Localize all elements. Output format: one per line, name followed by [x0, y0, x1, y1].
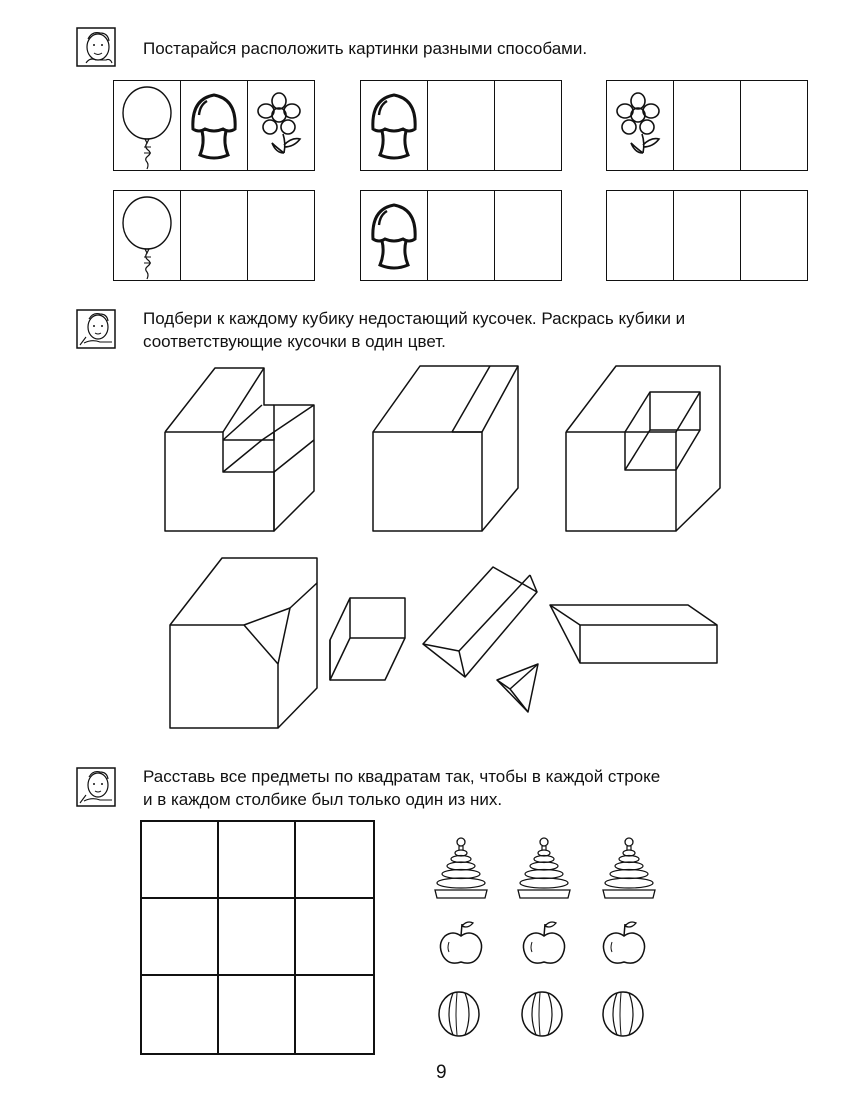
balloon-icon [114, 81, 180, 170]
cube-1-step [165, 368, 314, 531]
grid-cell[interactable] [219, 822, 296, 899]
grid-cell[interactable] [142, 899, 219, 976]
flower-icon [607, 81, 673, 170]
arrangement-cell-empty[interactable] [607, 191, 674, 280]
grid-cell[interactable] [296, 822, 373, 899]
arrangement-cell [114, 81, 181, 170]
grid-cell[interactable] [219, 899, 296, 976]
mushroom-icon [361, 191, 427, 280]
mushroom-icon [361, 81, 427, 170]
cube-4-corner-cut [170, 558, 317, 728]
arrangement-cell-empty[interactable] [674, 191, 741, 280]
arrangement-cell-empty[interactable] [741, 191, 807, 280]
ball-icon [522, 992, 562, 1036]
placement-grid [140, 820, 375, 1055]
apple-icon [440, 922, 481, 963]
ball-icon [439, 992, 479, 1036]
grid-cell[interactable] [142, 976, 219, 1053]
page-number: 9 [436, 1062, 447, 1083]
arrangement-cell-empty[interactable] [741, 81, 807, 170]
arrangement-cell [607, 81, 674, 170]
grid-cell[interactable] [142, 822, 219, 899]
child-drawing-icon [76, 309, 116, 349]
task-1-instruction: Постарайся расположить картинки разными способами. [143, 39, 588, 58]
arrangement-cell [248, 81, 314, 170]
arrangement-set-5 [360, 190, 562, 281]
ball-icon [603, 992, 643, 1036]
arrangement-set-2 [360, 80, 562, 171]
pyramid-toy-icon [518, 838, 570, 898]
items-to-place [415, 825, 675, 1055]
piece-flat-slab [550, 605, 717, 663]
arrangement-set-4 [113, 190, 315, 281]
grid-cell[interactable] [296, 976, 373, 1053]
pyramid-toy-icon [603, 838, 655, 898]
arrangement-cell [181, 81, 248, 170]
arrangement-cell-empty[interactable] [248, 191, 314, 280]
piece-long-prism [423, 567, 537, 677]
task-3-instruction-line-1: Расставь все предметы по квадратам так, чтобы в каждой строке [143, 767, 661, 786]
arrangement-cell [114, 191, 181, 280]
arrangement-set-1 [113, 80, 315, 171]
mushroom-icon [181, 81, 247, 170]
cube-2-bevel [373, 366, 518, 531]
cube-3-hollow [566, 366, 720, 531]
grid-cell[interactable] [296, 899, 373, 976]
arrangement-set-3 [606, 80, 808, 171]
apple-icon [603, 922, 644, 963]
arrangement-cell-empty[interactable] [674, 81, 741, 170]
arrangement-cell-empty[interactable] [428, 81, 495, 170]
child-face-icon [76, 27, 116, 67]
balloon-icon [114, 191, 180, 280]
task-2-instruction-line-1: Подбери к каждому кубику недостающий кусочек. Раскрась кубики и [143, 309, 686, 328]
arrangement-cell [361, 81, 428, 170]
arrangement-cell-empty[interactable] [495, 191, 561, 280]
apple-icon [523, 922, 564, 963]
arrangement-cell [361, 191, 428, 280]
arrangement-cell-empty[interactable] [428, 191, 495, 280]
grid-cell[interactable] [219, 976, 296, 1053]
arrangement-cell-empty[interactable] [495, 81, 561, 170]
flower-icon [248, 81, 314, 170]
piece-small-block [330, 598, 405, 680]
piece-small-pyramid [497, 664, 538, 712]
arrangement-set-6 [606, 190, 808, 281]
task-3-instruction-line-2: и в каждом столбике был только один из них. [143, 790, 503, 809]
arrangement-cell-empty[interactable] [181, 191, 248, 280]
pyramid-toy-icon [435, 838, 487, 898]
child-drawing-icon [76, 767, 116, 807]
cubes-drawing [150, 355, 750, 745]
task-2-instruction-line-2: соответствующие кусочки в один цвет. [143, 332, 446, 351]
